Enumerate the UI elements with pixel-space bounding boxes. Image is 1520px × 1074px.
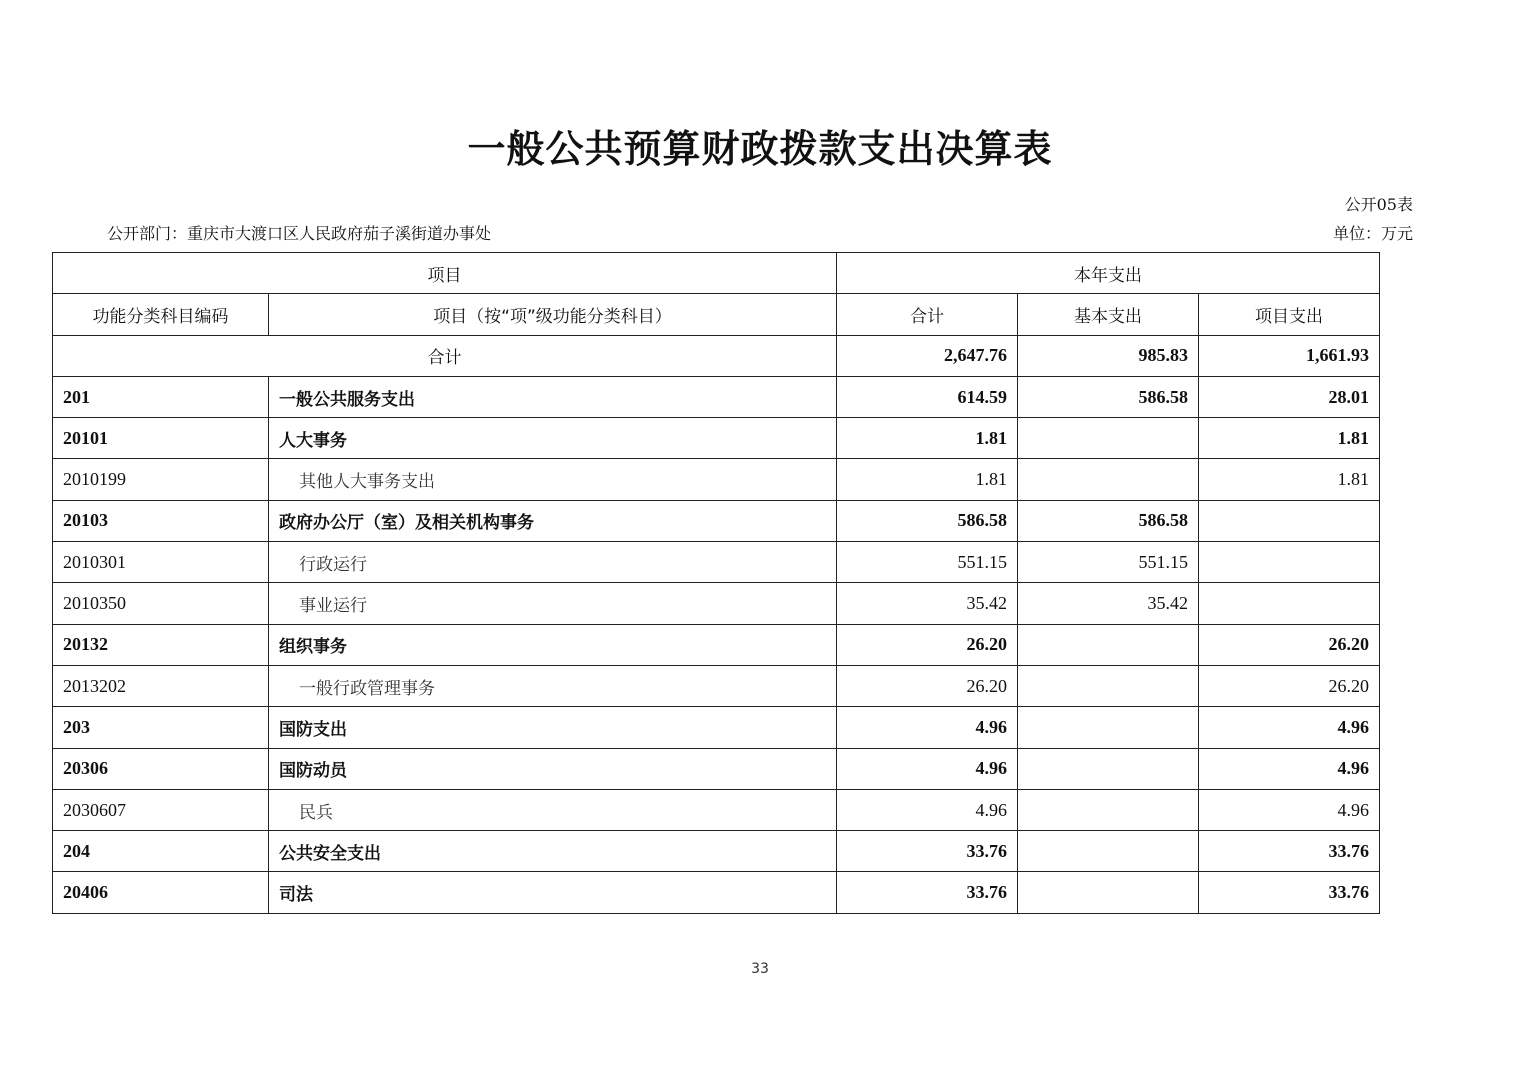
row-basic xyxy=(1018,459,1199,500)
row-basic: 551.15 xyxy=(1018,542,1199,583)
header-code: 功能分类科目编码 xyxy=(53,294,269,335)
row-basic xyxy=(1018,789,1199,830)
row-name: 行政运行 xyxy=(269,542,837,583)
table-row xyxy=(53,831,1380,872)
row-basic: 35.42 xyxy=(1018,583,1199,624)
row-basic xyxy=(1018,872,1199,913)
table-row xyxy=(53,789,1380,830)
row-total: 4.96 xyxy=(837,707,1018,748)
row-basic xyxy=(1018,624,1199,665)
page-number: 33 xyxy=(751,961,769,977)
row-code: 20406 xyxy=(53,872,269,913)
row-basic xyxy=(1018,831,1199,872)
row-total: 26.20 xyxy=(837,624,1018,665)
row-total: 614.59 xyxy=(837,376,1018,417)
header-current-year: 本年支出 xyxy=(837,253,1380,294)
row-name: 组织事务 xyxy=(269,624,837,665)
row-project: 1.81 xyxy=(1199,418,1380,459)
total-row xyxy=(53,335,1380,376)
row-total: 586.58 xyxy=(837,500,1018,541)
row-code: 2010301 xyxy=(53,542,269,583)
row-total: 4.96 xyxy=(837,789,1018,830)
row-name: 国防动员 xyxy=(269,748,837,789)
row-basic xyxy=(1018,707,1199,748)
row-project: 28.01 xyxy=(1199,376,1380,417)
row-total: 1.81 xyxy=(837,418,1018,459)
row-basic xyxy=(1018,418,1199,459)
row-total: 33.76 xyxy=(837,831,1018,872)
row-project: 4.96 xyxy=(1199,748,1380,789)
total-total: 2,647.76 xyxy=(837,335,1018,376)
row-code: 203 xyxy=(53,707,269,748)
row-project: 33.76 xyxy=(1199,831,1380,872)
row-total: 551.15 xyxy=(837,542,1018,583)
total-basic: 985.83 xyxy=(1018,335,1199,376)
table-row xyxy=(53,872,1380,913)
table-row xyxy=(53,583,1380,624)
row-total: 35.42 xyxy=(837,583,1018,624)
table-row xyxy=(53,748,1380,789)
table-row xyxy=(53,624,1380,665)
row-project: 26.20 xyxy=(1199,624,1380,665)
row-name: 司法 xyxy=(269,872,837,913)
form-number: 公开05表 xyxy=(1344,195,1413,214)
table-row xyxy=(53,707,1380,748)
row-name: 国防支出 xyxy=(269,707,837,748)
row-name: 民兵 xyxy=(269,789,837,830)
row-name: 一般行政管理事务 xyxy=(269,665,837,706)
table-row xyxy=(53,665,1380,706)
row-basic: 586.58 xyxy=(1018,376,1199,417)
row-name: 政府办公厅（室）及相关机构事务 xyxy=(269,500,837,541)
row-basic xyxy=(1018,748,1199,789)
header-row-1 xyxy=(53,253,1380,294)
row-name: 公共安全支出 xyxy=(269,831,837,872)
unit-label: 单位：万元 xyxy=(1332,224,1413,243)
table-row xyxy=(53,418,1380,459)
row-code: 20101 xyxy=(53,418,269,459)
row-code: 20132 xyxy=(53,624,269,665)
row-project: 26.20 xyxy=(1199,665,1380,706)
table-row xyxy=(53,542,1380,583)
department-label: 公开部门：重庆市大渡口区人民政府茄子溪街道办事处 xyxy=(107,224,492,243)
row-code: 20306 xyxy=(53,748,269,789)
row-basic: 586.58 xyxy=(1018,500,1199,541)
row-code: 2013202 xyxy=(53,665,269,706)
header-basic: 基本支出 xyxy=(1018,294,1199,335)
row-name: 事业运行 xyxy=(269,583,837,624)
row-name: 人大事务 xyxy=(269,418,837,459)
row-total: 33.76 xyxy=(837,872,1018,913)
row-project: 4.96 xyxy=(1199,789,1380,830)
row-basic xyxy=(1018,665,1199,706)
row-code: 20103 xyxy=(53,500,269,541)
row-project xyxy=(1199,500,1380,541)
header-name: 项目（按“项”级功能分类科目） xyxy=(269,294,837,335)
total-project: 1,661.93 xyxy=(1199,335,1380,376)
table-row xyxy=(53,500,1380,541)
table-row xyxy=(53,376,1380,417)
total-label: 合计 xyxy=(53,335,837,376)
row-project xyxy=(1199,542,1380,583)
row-project: 4.96 xyxy=(1199,707,1380,748)
row-code: 204 xyxy=(53,831,269,872)
row-name: 其他人大事务支出 xyxy=(269,459,837,500)
row-project xyxy=(1199,583,1380,624)
row-code: 2010350 xyxy=(53,583,269,624)
table-row xyxy=(53,459,1380,500)
header-project: 项目 xyxy=(53,253,837,294)
header-row-2 xyxy=(53,294,1380,335)
row-total: 1.81 xyxy=(837,459,1018,500)
header-total: 合计 xyxy=(837,294,1018,335)
row-total: 26.20 xyxy=(837,665,1018,706)
row-code: 2010199 xyxy=(53,459,269,500)
header-project-exp: 项目支出 xyxy=(1199,294,1380,335)
row-total: 4.96 xyxy=(837,748,1018,789)
row-project: 1.81 xyxy=(1199,459,1380,500)
row-name: 一般公共服务支出 xyxy=(269,376,837,417)
row-code: 2030607 xyxy=(53,789,269,830)
expenditure-table xyxy=(52,252,1380,914)
row-code: 201 xyxy=(53,376,269,417)
row-project: 33.76 xyxy=(1199,872,1380,913)
page-title: 一般公共预算财政拨款支出决算表 xyxy=(467,127,1053,171)
